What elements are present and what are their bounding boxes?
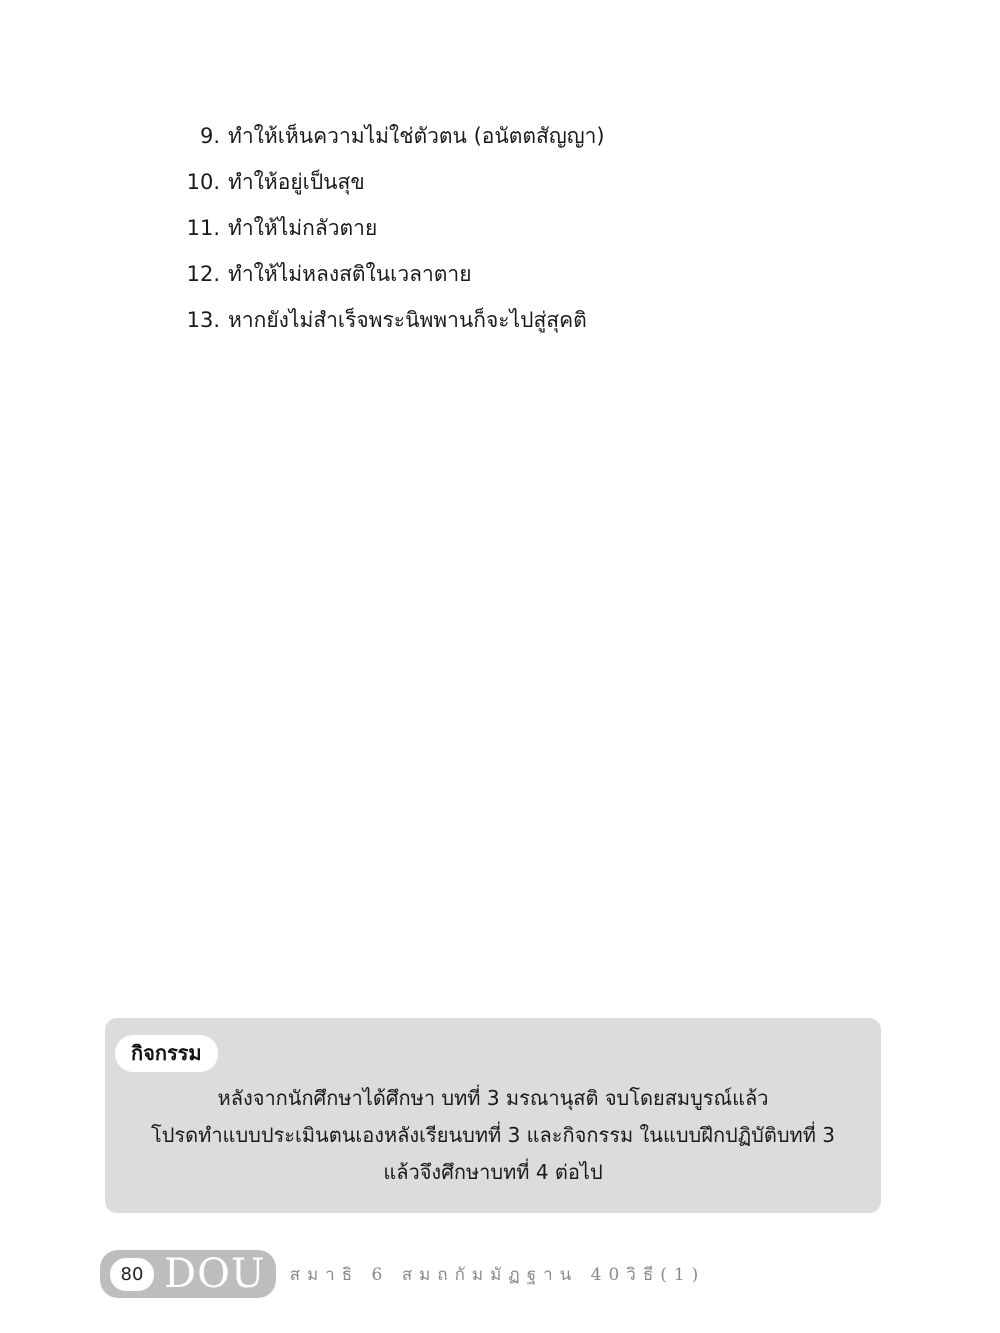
- activity-line: หลังจากนักศึกษาได้ศึกษา บทที่ 3 มรณานุสติ จบโดยสมบูรณ์แล้ว: [217, 1086, 769, 1110]
- brand-logo-text: DOU: [164, 1251, 266, 1297]
- running-title: สมาธิ 6 สมถกัมมัฏฐาน 40วิธี(1): [289, 1264, 706, 1285]
- activity-text: [105, 1080, 881, 1191]
- page-footer: [100, 1249, 705, 1299]
- list-item-number: 11.: [186, 216, 220, 240]
- list-item: [0, 205, 1000, 251]
- list-item: [0, 159, 1000, 205]
- list-item-number: 10.: [186, 170, 220, 194]
- activity-box: [105, 1018, 881, 1213]
- list-item: [0, 251, 1000, 297]
- list-item-text: ทำให้ไม่กลัวตาย: [228, 216, 378, 240]
- numbered-list: [0, 113, 1000, 343]
- list-item-number: 9.: [199, 124, 220, 148]
- footer-badge: [100, 1250, 276, 1298]
- list-item: [0, 113, 1000, 159]
- list-item-text: หากยังไม่สำเร็จพระนิพพานก็จะไปสู่สุคติ: [228, 308, 587, 332]
- list-item-text: ทำให้เห็นความไม่ใช่ตัวตน (อนัตตสัญญา): [228, 124, 605, 148]
- activity-line: แล้วจึงศึกษาบทที่ 4 ต่อไป: [383, 1160, 603, 1184]
- list-item-text: ทำให้อยู่เป็นสุข: [228, 170, 365, 194]
- activity-title: กิจกรรม: [115, 1035, 218, 1072]
- list-item-number: 13.: [186, 308, 220, 332]
- page-number: 80: [110, 1258, 154, 1291]
- list-item-number: 12.: [186, 262, 220, 286]
- activity-line: โปรดทำแบบประเมินตนเองหลังเรียนบทที่ 3 และกิจกรรม ในแบบฝึกปฏิบัติบทที่ 3: [150, 1123, 836, 1147]
- list-item-text: ทำให้ไม่หลงสติในเวลาตาย: [228, 262, 472, 286]
- list-item: [0, 297, 1000, 343]
